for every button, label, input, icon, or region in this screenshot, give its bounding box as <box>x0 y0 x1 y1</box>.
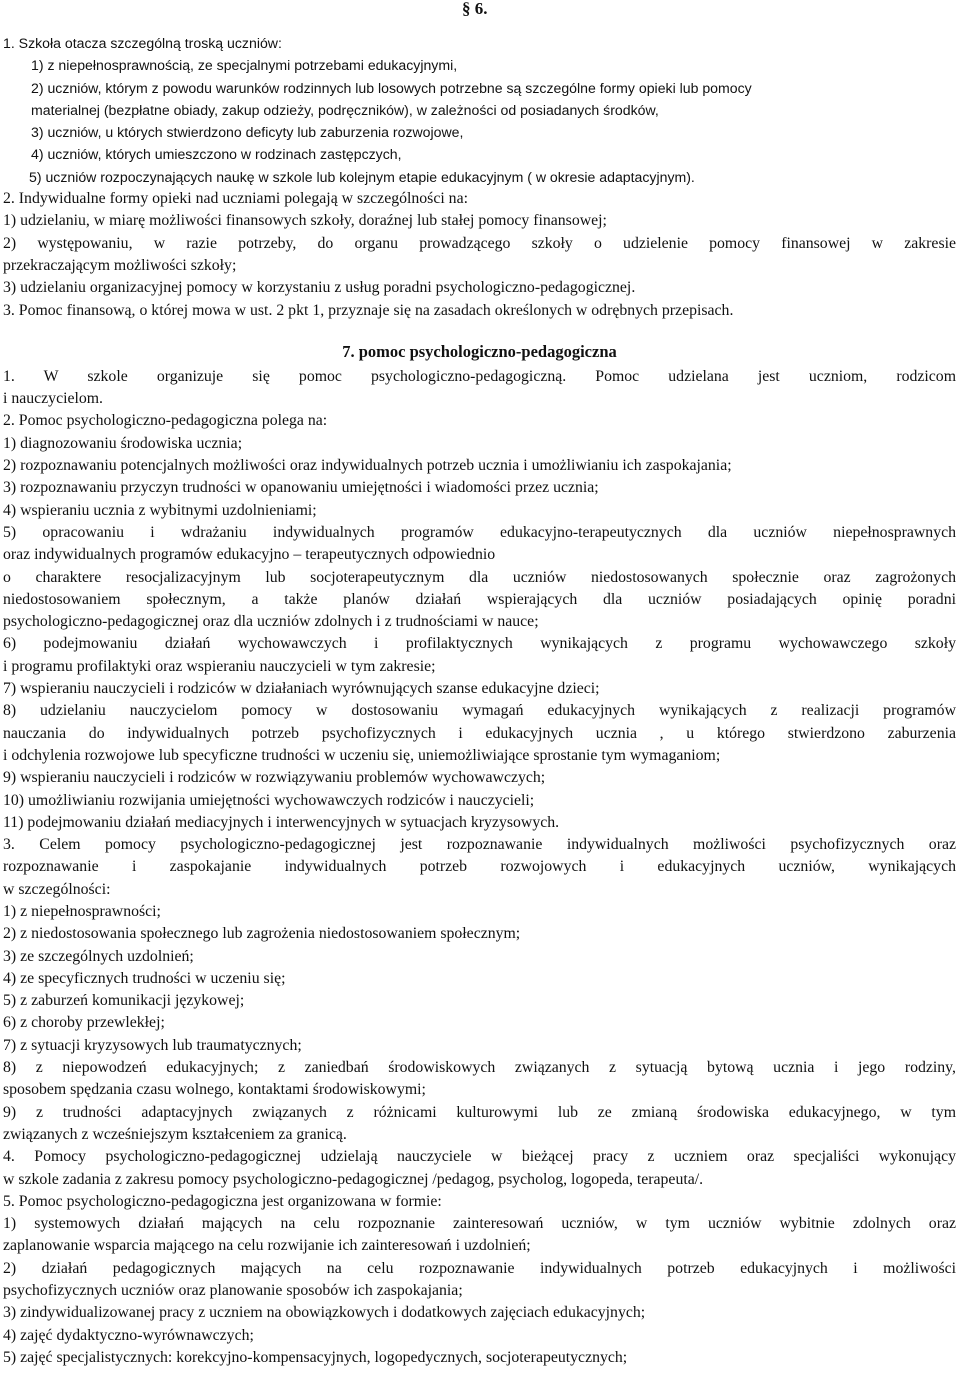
paragraph-line: zaplanowanie wsparcia mającego na celu rozwijanie ich zainteresowań i uzdolnień; <box>3 1237 531 1255</box>
paragraph-line: w szkole zadania z zakresu pomocy psychologiczno-pedagogicznej /pedagog, psycholog, logopeda, terapeuta/. <box>3 1170 704 1188</box>
section-6-body <box>3 32 956 322</box>
list-item: 9) z trudności adaptacyjnych związanych z różnicami kulturowymi lub ze zmianą środowiska edukacyjnego, w tym <box>3 1103 956 1121</box>
list-item: 8) z niepowodzeń edukacyjnych; z zaniedbań środowiskowych związanych z sytuacją bytową ucznia i jego rodziny, <box>3 1059 956 1077</box>
paragraph-line: 4. Pomocy psychologiczno-pedagogicznej udzielają nauczyciele w bieżącej pracy z uczniem oraz specjaliści wykonujący <box>3 1148 956 1166</box>
list-item: 7) z sytuacji kryzysowych lub traumatycznych; <box>3 1036 302 1054</box>
list-item: 11) podejmowaniu działań mediacyjnych i interwencyjnych w sytuacjach kryzysowych. <box>3 813 560 831</box>
paragraph-line: psychologiczno-pedagogicznej oraz dla uczniów zdolnych i z trudnościami w nauce; <box>3 613 539 631</box>
paragraph-line: związanych z wcześniejszym kształceniem za granicą. <box>3 1125 347 1143</box>
paragraph-line: przekraczającym możliwości szkoły; <box>3 256 237 274</box>
list-item: 1) z niepełnosprawności; <box>3 902 161 920</box>
list-item: 5) opracowaniu i wdrażaniu indywidualnych programów edukacyjno-terapeutycznych dla uczniów niepełnosprawnych <box>3 523 956 541</box>
paragraph-line: niedostosowaniem społecznym, a także planów działań wspierających dla uczniów posiadających opinię poradni <box>3 590 956 608</box>
paragraph-line: psychofizycznych uczniów oraz planowanie sposobów ich zaspokajania; <box>3 1282 463 1300</box>
paragraph-line: 1. Szkoła otacza szczególną troską uczniów: <box>3 35 282 51</box>
section-6-heading: § 6. <box>462 0 488 18</box>
list-item: 4) ze specyficznych trudności w uczeniu się; <box>3 969 286 987</box>
paragraph-line: 3. Celem pomocy psychologiczno-pedagogicznej jest rozpoznawanie indywidualnych możliwości psychofizycznych oraz <box>3 836 956 854</box>
list-item: 4) uczniów, których umieszczono w rodzinach zastępczych, <box>31 146 402 163</box>
list-item: 5) uczniów rozpoczynających naukę w szkole lub kolejnym etapie edukacyjnym ( w okresie adaptacyjnym). <box>29 168 695 185</box>
paragraph-line: i nauczycielom. <box>3 390 104 408</box>
paragraph-line: w szczególności: <box>3 880 111 898</box>
list-item: 1) systemowych działań mających na celu rozpoznanie zainteresowań uczniów, w tym uczniów wybitnie zdolnych oraz <box>3 1215 956 1233</box>
list-item: 4) wspieraniu ucznia z wybitnymi uzdolnieniami; <box>3 501 317 519</box>
paragraph-line: 1. W szkole organizuje się pomoc psychologiczno-pedagogiczną. Pomoc udzielana jest uczniom, rodzicom <box>3 367 956 385</box>
list-item: 8) udzielaniu nauczycielom pomocy w dostosowaniu wymagań edukacyjnych wynikających z realizacji programów <box>3 702 956 720</box>
paragraph-line: oraz indywidualnych programów edukacyjno – terapeutycznych odpowiednio <box>3 546 496 564</box>
list-item: 2) działań pedagogicznych mających na celu rozpoznawanie indywidualnych potrzeb edukacyjnych i możliwości <box>3 1259 956 1277</box>
list-item: 3) uczniów, u których stwierdzono deficyty lub zaburzenia rozwojowe, <box>31 124 464 141</box>
list-item: 10) umożliwianiu rozwijania umiejętności wychowawczych rodziców i nauczycieli; <box>3 791 535 809</box>
list-item: 1) diagnozowaniu środowiska ucznia; <box>3 434 243 452</box>
document-page <box>3 0 956 1369</box>
paragraph-line: rozpoznawanie i zaspokajanie indywidualnych potrzeb rozwojowych i edukacyjnych uczniów, wynikających <box>3 858 956 876</box>
paragraph-line: 2. Indywidualne formy opieki nad uczniami polegają w szczególności na: <box>3 190 468 208</box>
list-item: 5) z zaburzeń komunikacji językowej; <box>3 992 245 1010</box>
paragraph-line: i programu profilaktyki oraz wspieraniu nauczycieli w tym zakresie; <box>3 657 436 675</box>
section-7-heading: 7. pomoc psychologiczno-pedagogiczna <box>342 341 617 361</box>
paragraph-line: sposobem spędzania czasu wolnego, kontaktami środowiskowymi; <box>3 1081 426 1099</box>
paragraph-line: i odchylenia rozwojowe lub specyficzne trudności w uczeniu się, uniemożliwiające sprostanie tym wymaganiom; <box>3 746 721 764</box>
list-item: 1) z niepełnosprawnością, ze specjalnymi potrzebami edukacyjnymi, <box>31 57 458 74</box>
list-item: 4) zajęć dydaktyczno-wyrównawczych; <box>3 1326 254 1344</box>
list-item: 3) zindywidualizowanej pracy z uczniem na obowiązkowych i dodatkowych zajęciach edukacyjnych; <box>3 1304 646 1322</box>
paragraph-line: nauczania do indywidualnych potrzeb psychofizycznych i edukacyjnych ucznia , u którego stwierdzono zaburzenia <box>3 724 956 742</box>
list-item: 3) ze szczególnych uzdolnień; <box>3 947 194 965</box>
list-item: 3) udzielaniu organizacyjnej pomocy w korzystaniu z usług poradni psychologiczno-pedagogicznej. <box>3 279 636 297</box>
list-item: 2) występowaniu, w razie potrzeby, do organu prowadzącego szkoły o udzielenie pomocy finansowej w zakresie <box>3 234 956 252</box>
list-item: 6) podejmowaniu działań wychowawczych i profilaktycznych wynikających z programu wychowawczego szkoły <box>3 635 956 653</box>
section-7-body <box>3 366 956 1369</box>
list-item: 2) uczniów, którym z powodu warunków rodzinnych lub losowych potrzebne są szczególne formy opieki lub pomocy <box>31 79 752 96</box>
paragraph-line: 5. Pomoc psychologiczno-pedagogiczna jest organizowana w formie: <box>3 1192 442 1210</box>
paragraph-line: materialnej (bezpłatne obiady, zakup odzieży, podręczników), w zależności od posiadanych środków, <box>31 101 659 118</box>
list-item: 7) wspieraniu nauczycieli i rodziców w działaniach wyrównujących szanse edukacyjne dzieci; <box>3 680 600 698</box>
paragraph-line: 2. Pomoc psychologiczno-pedagogiczna polega na: <box>3 412 328 430</box>
list-item: 6) z choroby przewlekłej; <box>3 1014 165 1032</box>
list-item: 2) z niedostosowania społecznego lub zagrożenia niedostosowaniem społecznym; <box>3 925 521 943</box>
list-item: 5) zajęć specjalistycznych: korekcyjno-kompensacyjnych, logopedycznych, socjoterapeutycznych; <box>3 1348 628 1366</box>
list-item: 9) wspieraniu nauczycieli i rodziców w rozwiązywaniu problemów wychowawczych; <box>3 769 546 787</box>
list-item: 2) rozpoznawaniu potencjalnych możliwości oraz indywidualnych potrzeb ucznia i umożliwianiu ich zaspokajania; <box>3 457 732 475</box>
list-item: 3) rozpoznawaniu przyczyn trudności w opanowaniu umiejętności i wiadomości przez ucznia; <box>3 479 599 497</box>
list-item: 1) udzielaniu, w miarę możliwości finansowych szkoły, doraźnej lub stałej pomocy finansowej; <box>3 212 607 230</box>
paragraph-line: o charaktere resocjalizacyjnym lub socjoterapeutycznym dla uczniów niedostosowanych społecznie oraz zagrożonych <box>3 568 956 586</box>
paragraph-line: 3. Pomoc finansową, o której mowa w ust. 2 pkt 1, przyznaje się na zasadach określonych w odrębnych przepisach. <box>3 301 734 319</box>
